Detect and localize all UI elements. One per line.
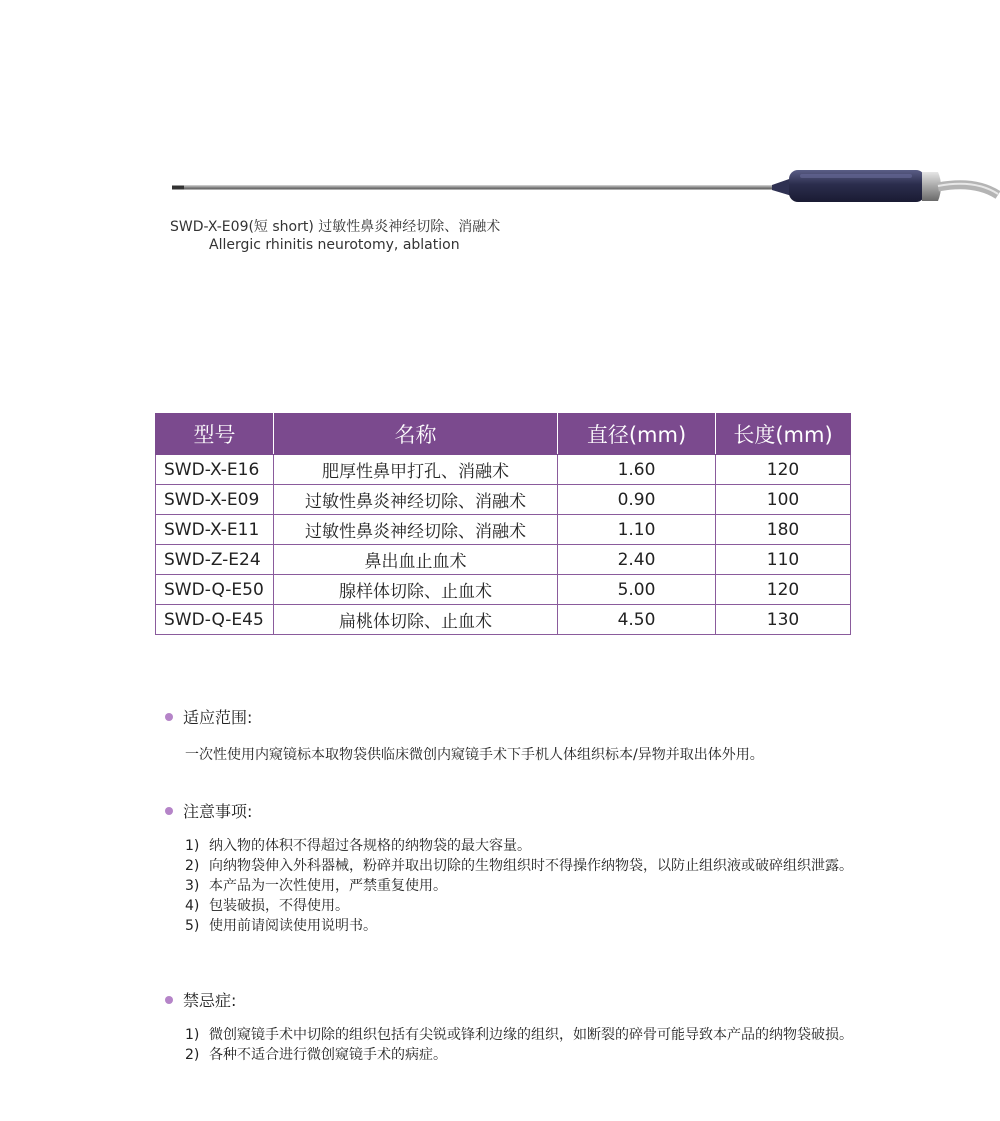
cell-model: SWD-X-E09 <box>156 485 274 515</box>
cell-length: 120 <box>716 455 851 485</box>
cell-length: 180 <box>716 515 851 545</box>
list-item: 4) 包装破损，不得使用。 <box>185 898 349 914</box>
cell-model: SWD-Z-E24 <box>156 545 274 575</box>
precautions-heading <box>165 799 875 822</box>
probe-shaft <box>184 185 774 190</box>
cell-name: 过敏性鼻炎神经切除、消融术 <box>274 515 558 545</box>
table-row <box>156 545 851 575</box>
precautions-list <box>185 836 875 936</box>
cell-diameter: 1.60 <box>558 455 716 485</box>
cell-name: 腺样体切除、止血术 <box>274 575 558 605</box>
precautions-section <box>165 799 875 936</box>
cell-diameter: 2.40 <box>558 545 716 575</box>
product-caption-english: Allergic rhinitis neurotomy, ablation <box>209 237 460 253</box>
table-row <box>156 485 851 515</box>
cell-model: SWD-X-E16 <box>156 455 274 485</box>
header-diameter: 直径(mm) <box>558 414 716 455</box>
cell-length: 110 <box>716 545 851 575</box>
cell-diameter: 0.90 <box>558 485 716 515</box>
product-caption-chinese: SWD-X-E09(短 short) 过敏性鼻炎神经切除、消融术 <box>170 219 501 235</box>
table-row <box>156 455 851 485</box>
cell-name: 扁桃体切除、止血术 <box>274 605 558 635</box>
header-model: 型号 <box>156 414 274 455</box>
cell-diameter: 5.00 <box>558 575 716 605</box>
cell-diameter: 1.10 <box>558 515 716 545</box>
contraindications-heading <box>165 988 875 1011</box>
list-item: 1) 微创窥镜手术中切除的组织包括有尖锐或锋利边缘的组织，如断裂的碎骨可能导致本产品的纳物袋破损。 <box>185 1027 853 1043</box>
contraindications-title: 禁忌症: <box>183 991 237 1010</box>
bullet-dot-icon <box>165 713 173 721</box>
scope-heading <box>165 705 764 728</box>
bullet-dot-icon <box>165 996 173 1004</box>
cell-length: 100 <box>716 485 851 515</box>
contraindications-list <box>185 1025 875 1065</box>
header-name: 名称 <box>274 414 558 455</box>
table-row <box>156 605 851 635</box>
cell-length: 120 <box>716 575 851 605</box>
table-row <box>156 575 851 605</box>
bullet-dot-icon <box>165 807 173 815</box>
list-item: 2) 各种不适合进行微创窥镜手术的病症。 <box>185 1047 447 1063</box>
cell-name: 鼻出血止血术 <box>274 545 558 575</box>
list-item: 1) 纳入物的体积不得超过各规格的纳物袋的最大容量。 <box>185 838 531 854</box>
scope-title: 适应范围: <box>183 708 253 727</box>
scope-text: 一次性使用内窥镜标本取物袋供临床微创内窥镜手术下手机人体组织标本/异物并取出体外用。 <box>185 747 764 763</box>
cell-length: 130 <box>716 605 851 635</box>
cell-name: 肥厚性鼻甲打孔、消融术 <box>274 455 558 485</box>
cell-model: SWD-Q-E45 <box>156 605 274 635</box>
cell-model: SWD-X-E11 <box>156 515 274 545</box>
list-item: 3) 本产品为一次性使用，严禁重复使用。 <box>185 878 447 894</box>
table-row <box>156 515 851 545</box>
scope-section <box>165 705 764 764</box>
list-item: 5) 使用前请阅读使用说明书。 <box>185 918 377 934</box>
precautions-title: 注意事项: <box>183 802 253 821</box>
header-length: 长度(mm) <box>716 414 851 455</box>
cell-model: SWD-Q-E50 <box>156 575 274 605</box>
cell-diameter: 4.50 <box>558 605 716 635</box>
list-item: 2) 向纳物袋伸入外科器械，粉碎并取出切除的生物组织时不得操作纳物袋，以防止组织液或破碎组织泄露。 <box>185 858 853 874</box>
spec-table <box>155 413 851 635</box>
table-header-row <box>156 414 851 455</box>
product-illustration <box>0 0 1000 215</box>
contraindications-section <box>165 988 875 1065</box>
cell-name: 过敏性鼻炎神经切除、消融术 <box>274 485 558 515</box>
probe-tip <box>172 186 186 190</box>
